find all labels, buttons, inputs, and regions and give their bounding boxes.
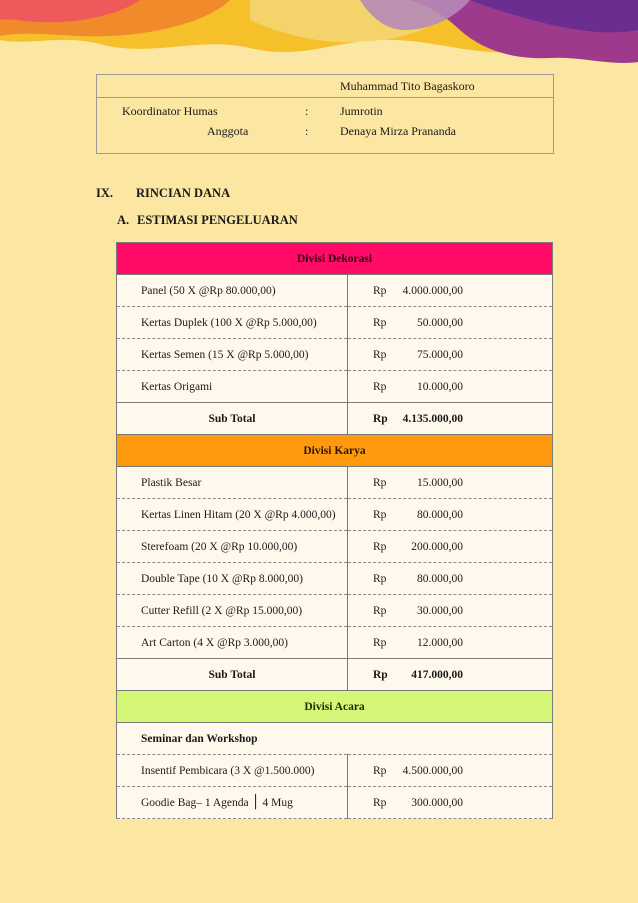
table-row (117, 531, 553, 563)
item-amount (348, 563, 553, 595)
item-label: Kertas Linen Hitam (20 X @Rp 4.000,00) (117, 499, 348, 531)
amount-value: 4.000.000,00 (402, 284, 463, 297)
item-label: Cutter Refill (2 X @Rp 15.000,00) (117, 595, 348, 627)
item-label: Kertas Semen (15 X @Rp 5.000,00) (117, 339, 348, 371)
currency-label: Rp (373, 764, 387, 777)
subheading-row (117, 723, 553, 755)
currency-label: Rp (373, 636, 387, 649)
currency-label: Rp (373, 476, 387, 489)
item-amount (348, 371, 553, 403)
item-label (117, 787, 348, 819)
item-label-part: Goodie Bag– 1 Agenda (141, 797, 249, 809)
table-row (117, 595, 553, 627)
item-amount (348, 595, 553, 627)
amount-value: 10.000,00 (417, 380, 463, 393)
committee-member-name: Denaya Mirza Prananda (340, 124, 456, 138)
amount-value: 30.000,00 (417, 604, 463, 617)
division-header-row (117, 243, 553, 275)
table-row (117, 307, 553, 339)
item-label: Sterefoam (20 X @Rp 10.000,00) (117, 531, 348, 563)
currency-label: Rp (373, 796, 387, 809)
currency-label: Rp (373, 572, 387, 585)
amount-value: 80.000,00 (417, 572, 463, 585)
committee-member-name: Jumrotin (340, 104, 383, 118)
amount-value: 80.000,00 (417, 508, 463, 521)
item-label: Double Tape (10 X @Rp 8.000,00) (117, 563, 348, 595)
division-header-row (117, 435, 553, 467)
division-title: Divisi Acara (117, 691, 553, 723)
committee-table (96, 74, 554, 154)
item-label: Kertas Origami (117, 371, 348, 403)
section-number: IX. (96, 186, 114, 200)
item-label: Kertas Duplek (100 X @Rp 5.000,00) (117, 307, 348, 339)
item-amount (348, 467, 553, 499)
currency-label: Rp (373, 284, 387, 297)
committee-member-name: Muhammad Tito Bagaskoro (340, 79, 475, 93)
currency-label: Rp (373, 348, 387, 361)
amount-value: 12.000,00 (417, 636, 463, 649)
currency-label: Rp (373, 668, 388, 681)
item-label: Plastik Besar (117, 467, 348, 499)
item-amount (348, 787, 553, 819)
section-title: RINCIAN DANA (136, 186, 231, 200)
item-amount (348, 339, 553, 371)
table-row (117, 787, 553, 819)
committee-colon: : (305, 124, 309, 138)
subheading-label: Seminar dan Workshop (117, 723, 553, 755)
amount-value: 4.500.000,00 (402, 764, 463, 777)
table-border (97, 74, 553, 75)
table-row (117, 467, 553, 499)
amount-value: 50.000,00 (417, 316, 463, 329)
subtotal-amount (348, 403, 553, 435)
item-label: Panel (50 X @Rp 80.000,00) (117, 275, 348, 307)
currency-label: Rp (373, 412, 388, 425)
item-label-part: 4 Mug (262, 797, 293, 809)
item-amount (348, 531, 553, 563)
subtotal-label: Sub Total (117, 403, 348, 435)
committee-role: Koordinator Humas (122, 104, 218, 118)
subsection-title: ESTIMASI PENGELUARAN (137, 213, 298, 227)
committee-role: Anggota (207, 124, 249, 138)
table-row (117, 275, 553, 307)
currency-label: Rp (373, 540, 387, 553)
amount-value: 300.000,00 (411, 796, 463, 809)
header-wave-decoration (0, 0, 638, 75)
item-amount (348, 275, 553, 307)
amount-value: 417.000,00 (411, 668, 463, 681)
currency-label: Rp (373, 380, 387, 393)
table-border (97, 97, 553, 98)
subtotal-label: Sub Total (117, 659, 348, 691)
table-row (117, 755, 553, 787)
item-label: Insentif Pembicara (3 X @1.500.000) (117, 755, 348, 787)
currency-label: Rp (373, 508, 387, 521)
currency-label: Rp (373, 604, 387, 617)
table-row (117, 627, 553, 659)
item-amount (348, 755, 553, 787)
table-row (117, 339, 553, 371)
division-title: Divisi Karya (117, 435, 553, 467)
table-border (97, 153, 553, 154)
table-row (117, 563, 553, 595)
budget-table (116, 242, 553, 819)
item-amount (348, 499, 553, 531)
item-amount (348, 627, 553, 659)
subtotal-row (117, 659, 553, 691)
subtotal-amount (348, 659, 553, 691)
item-amount (348, 307, 553, 339)
table-row (117, 371, 553, 403)
amount-value: 4.135.000,00 (402, 412, 463, 425)
division-header-row (117, 691, 553, 723)
table-row (117, 499, 553, 531)
amount-value: 15.000,00 (417, 476, 463, 489)
committee-colon: : (305, 104, 309, 118)
vertical-bar-glyph: │ (251, 795, 260, 810)
amount-value: 200.000,00 (411, 540, 463, 553)
currency-label: Rp (373, 316, 387, 329)
subtotal-row (117, 403, 553, 435)
division-title: Divisi Dekorasi (117, 243, 553, 275)
amount-value: 75.000,00 (417, 348, 463, 361)
item-label: Art Carton (4 X @Rp 3.000,00) (117, 627, 348, 659)
subsection-letter: A. (117, 213, 130, 227)
